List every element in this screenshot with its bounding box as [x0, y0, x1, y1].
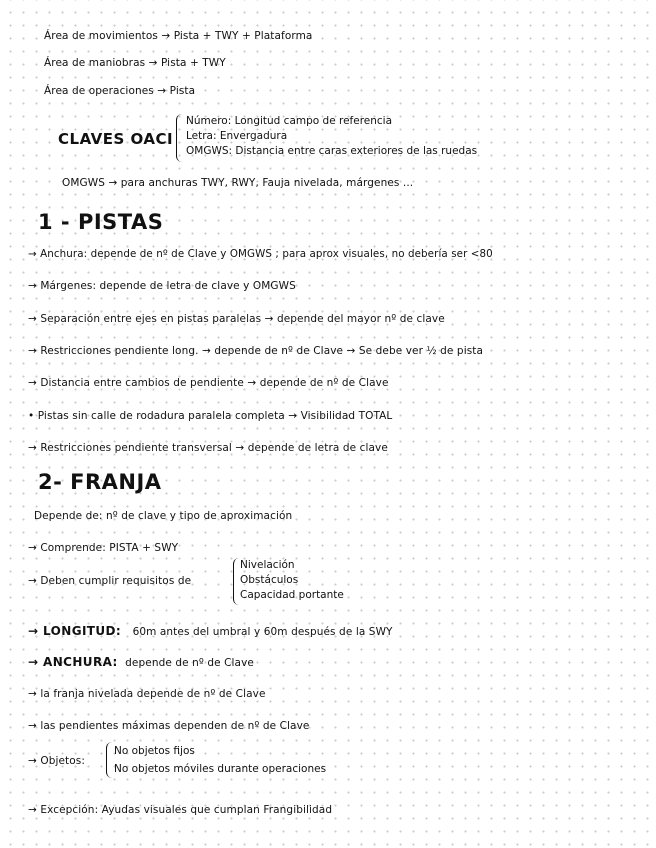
franja-comprende: → Comprende: PISTA + SWY [28, 542, 179, 554]
claves-title: CLAVES OACI [58, 130, 174, 148]
requisitos-list [240, 558, 344, 603]
objeto-moviles: No objetos móviles durante operaciones [114, 763, 327, 775]
franja-excepcion: → Excepción: Ayudas visuales que cumplan Frangibilidad [28, 804, 333, 816]
pistas-separacion: → Separación entre ejes en pistas paralelas → depende del mayor nº de clave [28, 313, 445, 325]
claves-brace [176, 114, 183, 162]
intro-line-movimientos: Área de movimientos → Pista + TWY + Plataforma [44, 30, 313, 42]
clave-letra: Letra: Envergadura [186, 130, 288, 142]
franja-depende: Depende de: nº de clave y tipo de aproximación [34, 510, 293, 522]
longitud-label: → LONGITUD: [28, 624, 122, 638]
pistas-pendiente-transversal: → Restricciones pendiente transversal → depende de letra de clave [28, 442, 388, 454]
anchura-label: → ANCHURA: [28, 655, 118, 669]
pistas-anchura: → Anchura: depende de nº de Clave y OMGWS ; para aprox visuales, no debería ser <80 [28, 248, 493, 260]
franja-pendientes: → las pendientes máximas dependen de nº de Clave [28, 720, 310, 732]
franja-objetos-label: → Objetos: [28, 755, 85, 767]
requisito-capacidad: Capacidad portante [240, 589, 344, 601]
franja-heading: 2- FRANJA [38, 470, 162, 494]
intro-line-operaciones: Área de operaciones → Pista [44, 85, 196, 97]
requisitos-brace [233, 558, 240, 605]
pistas-margenes: → Márgenes: depende de letra de clave y OMGWS [28, 280, 296, 292]
pistas-cambios-pendiente: → Distancia entre cambios de pendiente → depende de nº de Clave [28, 377, 389, 389]
pistas-heading: 1 - PISTAS [38, 210, 164, 234]
franja-requisitos-label: → Deben cumplir requisitos de [28, 575, 192, 587]
omgws-note: OMGWS → para anchuras TWY, RWY, Fauja nivelada, márgenes ... [62, 177, 414, 189]
intro-line-maniobras: Área de maniobras → Pista + TWY [44, 57, 226, 69]
clave-numero: Número: Longitud campo de referencia [186, 115, 393, 127]
claves-list [186, 114, 477, 159]
longitud-text: 60m antes del umbral y 60m después de la SWY [132, 626, 393, 638]
clave-omgws: OMGWS: Distancia entre caras exteriores de las ruedas [186, 145, 478, 157]
pistas-pendiente-long: → Restricciones pendiente long. → depende de nº de Clave → Se debe ver ½ de pista [28, 345, 484, 357]
objeto-fijos: No objetos fijos [114, 745, 195, 757]
anchura-text: depende de nº de Clave [125, 657, 254, 669]
requisito-nivelacion: Nivelación [240, 559, 295, 571]
objetos-list [114, 742, 326, 778]
franja-nivelada: → la franja nivelada depende de nº de Clave [28, 688, 266, 700]
pistas-visibilidad: • Pistas sin calle de rodadura paralela completa → Visibilidad TOTAL [28, 410, 393, 422]
objetos-brace [106, 742, 113, 778]
requisito-obstaculos: Obstáculos [240, 574, 299, 586]
franja-longitud [28, 624, 393, 638]
franja-anchura [28, 655, 254, 669]
